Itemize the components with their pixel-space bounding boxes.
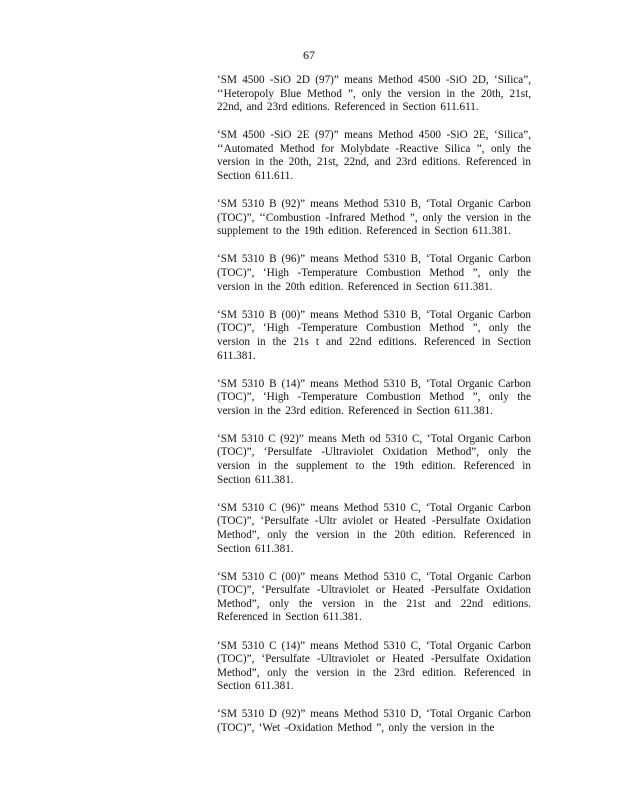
definition-sm-5310b-00: ‘SM 5310 B (00)” means Method 5310 B, ‘Total Organic Carbon (TOC)”, ‘High -Temperature Combustion Method ”, only the version in the 21s t and 22nd editions. Referenced in Section 611.381. [217, 308, 531, 362]
page-number: 67 [303, 48, 315, 62]
definition-sm-5310c-00: ‘SM 5310 C (00)” means Method 5310 C, ‘Total Organic Carbon (TOC)”, ‘Persulfate -Ultraviolet or Heated -Persulfate Oxidation Method”, only the version in the 21st and 22nd editions. Referenced in Section 611.381. [217, 570, 531, 624]
definition-sm-5310c-92: ‘SM 5310 C (92)” means Meth od 5310 C, ‘Total Organic Carbon (TOC)”, ‘Persulfate -Ultraviolet Oxidation Method”, only the version in the supplement to the 19th edition. Referenced in Section 611.381. [217, 432, 531, 486]
definition-sm-5310b-14: ‘SM 5310 B (14)” means Method 5310 B, ‘Total Organic Carbon (TOC)”, ‘High -Temperature Combustion Method ”, only the version in the 23rd edition. Referenced in Section 611.381. [217, 377, 531, 417]
definition-sm-5310c-14: ‘SM 5310 C (14)” means Method 5310 C, ‘Total Organic Carbon (TOC)”, ‘Persulfate -Ultraviolet or Heated -Persulfate Oxidation Method”, only the version in the 23rd edition. Referenced in Section 611.381. [217, 639, 531, 693]
definition-sm-5310c-96: ‘SM 5310 C (96)” means Method 5310 C, ‘Total Organic Carbon (TOC)”, ‘Persulfate -Ultr aviolet or Heated -Persulfate Oxidation Method”, only the version in the 20th edition. Referenced in Section 611.381. [217, 501, 531, 555]
definition-sm-4500-sio2d-97: ‘SM 4500 -SiO 2D (97)” means Method 4500 -SiO 2D, ‘Silica”, ‘‘Heteropoly Blue Method ”, only the version in the 20th, 21st, 22nd, and 23rd editions. Referenced in Section 611.611. [217, 74, 531, 114]
definition-sm-5310b-92: ‘SM 5310 B (92)” means Method 5310 B, ‘Total Organic Carbon (TOC)”, ‘‘Combustion -Infrared Method ”, only the version in the supplement to the 19th edition. Referenced in Section 611.381. [217, 198, 531, 238]
definition-sm-4500-sio2e-97: ‘SM 4500 -SiO 2E (97)” means Method 4500 -SiO 2E, ‘Silica”, ‘‘Automated Method for Molybdate -Reactive Silica ”, only the version in the 20th, 21st, 22nd, and 23rd editions. Referenced in Section 611.611. [217, 129, 531, 183]
definition-sm-5310d-92: ‘SM 5310 D (92)” means Method 5310 D, ‘Total Organic Carbon (TOC)”, ‘Wet -Oxidation Method ”, only the version in the [217, 708, 531, 734]
definitions-list [217, 74, 531, 750]
definition-sm-5310b-96: ‘SM 5310 B (96)” means Method 5310 B, ‘Total Organic Carbon (TOC)”, ‘High -Temperature Combustion Method ”, only the version in the 20th edition. Referenced in Section 611.381. [217, 253, 531, 293]
